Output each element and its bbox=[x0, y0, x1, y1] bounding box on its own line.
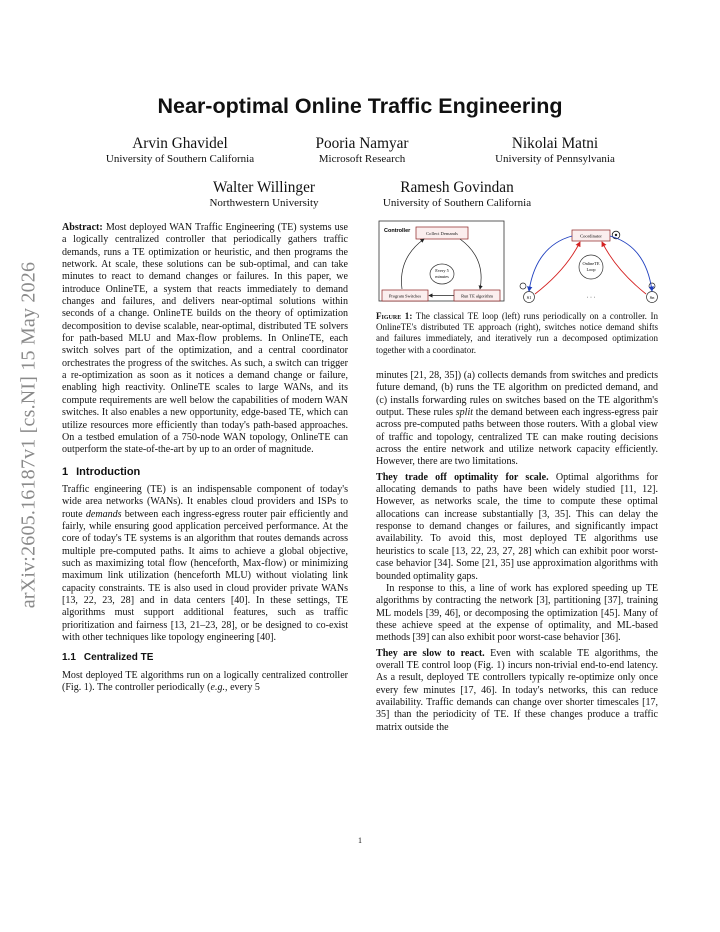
text-run: Most deployed TE algorithms run on a logically centralized controller (Fig. 1). The controller periodically ( bbox=[62, 669, 348, 694]
ellipsis: · · · bbox=[586, 295, 596, 301]
paragraph-lead: They are slow to react. bbox=[376, 647, 485, 659]
s1-to-coordinator-arrow bbox=[535, 242, 580, 294]
arxiv-stamp bbox=[14, 185, 44, 685]
abstract-label: Abstract: bbox=[62, 222, 103, 233]
text-run: between each ingress-egress router pair efficiently and fairly, while ensuring good application perceived performance. At the core of today's TE systems is an algorithm that routes demands across multiple pre-computed paths. It aims to achieve a global objective, such as maximizing total flow (henceforth, Max-flow) or minimizing maximum link utilization (henceforth MLU) without violating link capacity constraints. TE is also used in cloud provider private WANs [13, 22, 23, 28] and in data centers [40]. In these settings, TE algorithms must support additional features, such as traffic prioritization and fairness [13, 21–23, 28], or be designed to co-exist with other techniques like topology engineering [40]. bbox=[62, 508, 349, 643]
paragraph-lead: They trade off optimality for scale. bbox=[376, 471, 549, 483]
right-column bbox=[376, 370, 658, 734]
switch-sn-label: Sn bbox=[649, 295, 655, 300]
subsection-title: Centralized TE bbox=[83, 652, 154, 664]
author-affiliation: Northwestern University bbox=[209, 197, 319, 209]
author-4 bbox=[184, 179, 344, 210]
author-affiliation: University of Pennsylvania bbox=[495, 153, 615, 165]
text-run: Traffic engineering (TE) is an indispensable component of today's wide area networks (WANs). It enables cloud providers and ISPs to route bbox=[62, 483, 348, 520]
section-title: Introduction bbox=[76, 465, 141, 478]
section-number: 1 bbox=[62, 465, 69, 478]
onlinete-line2: Loop bbox=[586, 267, 596, 272]
text-run: Even with scalable TE algorithms, the overall TE control loop (Fig. 1) incurs non-trivial end-to-end latency. As a result, deployed TE controllers typically re-optimize only once every few minutes [17, 46]. In today's networks, this can reduce availability. Traffic demands can change over shorter timescales [17, 35] than the periodicity of TE. If these changes produce a traffic matrix outside the bbox=[376, 647, 658, 733]
coordinator-to-sn-arrow bbox=[610, 236, 652, 291]
program-switches-label: Program Switches bbox=[388, 293, 422, 299]
author-1 bbox=[80, 135, 280, 166]
author-name: Pooria Namyar bbox=[315, 135, 409, 152]
text-run: Optimal algorithms for allocating demands to paths have been widely studied [11, 12]. However, as networks scale, the time to compute these optimal allocations can increase substantially [3, 35]. This can delay the response to demand changes or failures, and significantly impact availability. To avoid this, most deployed TE algorithms use heuristics to scale [13, 22, 23, 27, 28] which can exhibit poor worst-case behavior [34]. Some [21, 35] use approximation algorithms with bounded optimality gaps. bbox=[376, 471, 658, 582]
every5-line2: minutes bbox=[435, 274, 449, 279]
switch-s1-label: S1 bbox=[526, 295, 532, 300]
collect-demands-label: Collect Demands bbox=[426, 231, 458, 236]
emphasis: demands bbox=[85, 508, 122, 520]
author-name: Walter Willinger bbox=[213, 179, 315, 196]
coordinator-label: Coordinator bbox=[580, 233, 602, 239]
sn-to-coordinator-arrow bbox=[602, 242, 646, 294]
coordinator-to-s1-arrow bbox=[529, 236, 572, 291]
author-affiliation: Microsoft Research bbox=[318, 153, 406, 165]
left-column bbox=[62, 222, 348, 694]
page-number: 1 bbox=[358, 836, 362, 845]
abstract bbox=[62, 222, 348, 457]
author-2 bbox=[288, 135, 436, 166]
author-name: Nikolai Matni bbox=[511, 135, 599, 152]
paragraph: In response to this, a line of work has explored speeding up TE algorithms by contracting the network [3], partitioning [37], training ML models [39, 46], or decomposing the optimization [45]. Many of these achieve speed at the expense of optimality, and ML-based methods [39] can also exhibit poor worst-case behavior [36]. bbox=[376, 582, 658, 644]
author-name: Arvin Ghavidel bbox=[132, 135, 228, 152]
text-run: minutes [21, 28, 35]) (a) collects demands from switches and predicts future demand, (b) runs the TE algorithm on predicted demand, and (c) installs forwarding rules on switches based on the TE algorithm's output. These rules bbox=[376, 370, 658, 419]
every5-line1: Every 5 bbox=[435, 268, 449, 273]
section-heading bbox=[62, 466, 348, 478]
paragraph bbox=[62, 670, 348, 695]
paragraph bbox=[62, 484, 348, 644]
emphasis: split bbox=[455, 407, 474, 419]
abstract-text: Most deployed WAN Traffic Engineering (TE) systems use a logically centralized controller that periodically gathers traffic demands, runs a TE optimization or heuristic, and then programs the network. At scale, these solutions can be sub-optimal, and can take minutes to react to demand changes or failures. In this paper, we introduce OnlineTE, a system that reacts immediately to demand changes and failures, and delivers near-optimal solutions within seconds of a change. OnlineTE builds on the theory of optimization decomposition to devise scalable, near-optimal, distributed TE solvers for path-based MLU and Max-flow problems. In OnlineTE, each switch solves part of the optimization, and a central coordinator orchestrates the progress of the switches. As such, a switch can trigger a re-optimization as soon as it notices a demand change or failure, enabling high reactivity. OnlineTE scales to large WANs, and its compute requirements are well below the capabilities of modern WAN switches. It also enables a new opportunity, edge-based TE, which can utilize resources more efficiently than today's path-based approaches. On a testbed emulation of a 750-node WAN topology, OnlineTE can outperform the state-of-the-art by up to an order of magnitude. bbox=[62, 222, 348, 456]
author-affiliation: University of Southern California bbox=[382, 197, 532, 209]
text-run: the demand between each ingress-egress pair across pre-computed paths between those routers. With a global view of traffic and topology, centralized TE can make routing decisions across the entire network and utilize network capacity efficiently. However, there are two limitations. bbox=[376, 407, 658, 468]
author-affiliation: University of Southern California bbox=[105, 153, 255, 165]
run-te-label: Run TE algorithm bbox=[461, 293, 493, 299]
paragraph bbox=[376, 370, 658, 469]
arxiv-stamp-text: arXiv:2605.16187v1 [cs.NI] 15 May 2026 bbox=[17, 261, 40, 609]
controller-label: Controller bbox=[384, 228, 411, 234]
author-3 bbox=[460, 135, 650, 166]
paragraph bbox=[376, 648, 658, 734]
author-name: Ramesh Govindan bbox=[400, 179, 514, 196]
caption-text: The classical TE loop (left) runs periodically on a controller. In OnlineTE's distributed TE approach (right), switches notice demand shifts and failures immediately, and iteratively run a decomposed optimization together with a coordinator. bbox=[376, 311, 659, 355]
figure-caption bbox=[376, 311, 658, 356]
emphasis: e.g. bbox=[210, 682, 226, 694]
paragraph bbox=[376, 472, 658, 583]
onlinete-line1: OnlineTE bbox=[582, 261, 600, 266]
author-5 bbox=[362, 179, 552, 210]
figure-diagram bbox=[376, 218, 658, 305]
text-run: , every 5 bbox=[225, 682, 260, 694]
figure-1 bbox=[376, 218, 658, 305]
paper-title: Near-optimal Online Traffic Engineering bbox=[157, 94, 563, 118]
refresh-icon bbox=[520, 283, 526, 289]
subsection-heading bbox=[62, 652, 348, 664]
refresh-icon-center bbox=[615, 234, 617, 236]
caption-label: Figure 1: bbox=[376, 311, 413, 321]
subsection-number: 1.1 bbox=[62, 652, 76, 664]
